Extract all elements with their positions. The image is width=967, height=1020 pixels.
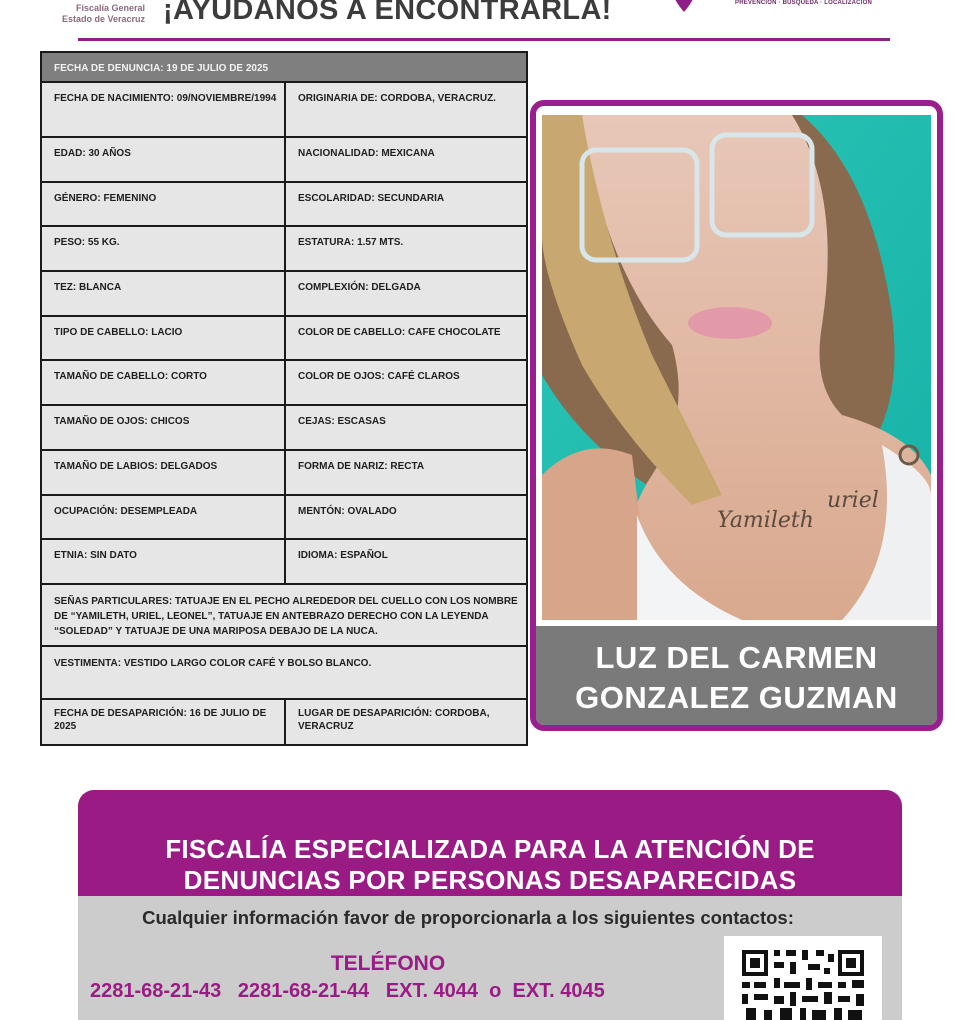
lip-size: TAMAÑO DE LABIOS: DELGADOS bbox=[54, 460, 218, 472]
ethnicity: ETNIA: SIN DATO bbox=[54, 550, 137, 562]
table-row bbox=[42, 451, 526, 496]
report-date: FECHA DE DENUNCIA: 19 DE JULIO DE 2025 bbox=[42, 53, 526, 83]
name-line-1: LUZ DEL CARMEN bbox=[595, 640, 878, 675]
logo-line-2: Estado de Veracruz bbox=[62, 14, 146, 24]
hair-color: COLOR DE CABELLO: CAFE CHOCOLATE bbox=[284, 317, 526, 360]
eye-color: COLOR DE OJOS: CAFÉ CLAROS bbox=[284, 361, 526, 404]
name-line-2: GONZALEZ GUZMAN bbox=[575, 680, 898, 715]
table-row bbox=[42, 700, 526, 744]
agency-logo bbox=[62, 3, 145, 25]
phone-label: TELÉFONO bbox=[330, 952, 446, 975]
disappearance-date: FECHA DE DESAPARICIÓN: 16 DE JULIO DE 2025 bbox=[54, 707, 267, 732]
occupation: OCUPACIÓN: DESEMPLEADA bbox=[54, 505, 198, 517]
description-table bbox=[40, 51, 528, 746]
table-row bbox=[42, 406, 526, 451]
build: COMPLEXIÓN: DELGADA bbox=[284, 272, 526, 315]
table-row bbox=[42, 317, 526, 362]
table-row bbox=[42, 540, 526, 585]
table-row bbox=[42, 585, 526, 647]
age: EDAD: 30 AÑOS bbox=[54, 148, 131, 159]
education: ESCOLARIDAD: SECUNDARIA bbox=[284, 183, 526, 226]
table-row bbox=[42, 227, 526, 272]
weight: PESO: 55 KG. bbox=[54, 237, 120, 249]
nationality: NACIONALIDAD: MEXICANA bbox=[284, 138, 526, 181]
phone-numbers[interactable]: 2281-68-21-43 2281-68-21-44 EXT. 4044 o EXT. 4045 bbox=[90, 980, 605, 1002]
table-row bbox=[42, 83, 526, 138]
chin: MENTÓN: OVALADO bbox=[284, 496, 526, 539]
eye-size: TAMAÑO DE OJOS: CHICOS bbox=[54, 416, 190, 428]
height: ESTATURA: 1.57 MTS. bbox=[284, 227, 526, 270]
table-row bbox=[42, 183, 526, 228]
headline: ¡AYUDANOS A ENCONTRARLA! bbox=[163, 0, 612, 26]
skin-tone: TEZ: BLANCA bbox=[54, 282, 122, 294]
table-row bbox=[42, 361, 526, 406]
agency-line-1: FISCALÍA ESPECIALIZADA PARA LA ATENCIÓN DE bbox=[165, 834, 815, 864]
hair-type: TIPO DE CABELLO: LACIO bbox=[54, 326, 183, 338]
clothing: VESTIMENTA: VESTIDO LARGO COLOR CAFÉ Y BOLSO BLANCO. bbox=[54, 657, 372, 669]
eyebrows: CEJAS: ESCASAS bbox=[284, 406, 526, 449]
language: IDIOMA: ESPAÑOL bbox=[284, 540, 526, 583]
person-name bbox=[536, 626, 937, 731]
nose-shape: FORMA DE NARIZ: RECTA bbox=[284, 451, 526, 494]
origin: ORIGINARIA DE: CORDOBA, VERACRUZ. bbox=[284, 83, 526, 136]
photo-card bbox=[530, 100, 943, 731]
hair-length: TAMAÑO DE CABELLO: CORTO bbox=[54, 371, 207, 383]
table-row bbox=[42, 496, 526, 541]
distinguishing-marks: SEÑAS PARTICULARES: TATUAJE EN EL PECHO ALREDEDOR DEL CUELLO CON LOS NOMBRE DE “YAMILETH, URIEL, LEONEL”, TATUAJE EN ANTEBRAZO DERECHO CON LA LEYENDA “SOLEDAD” Y TATUAJE DE UNA MARIPOSA DEBAJO DE LA NUCA. bbox=[54, 595, 518, 637]
birth-date: FECHA DE NACIMIENTO: 09/NOVIEMBRE/1994 bbox=[54, 93, 277, 104]
heart-icon bbox=[672, 0, 696, 12]
header-divider bbox=[78, 38, 890, 41]
disappearance-place: LUGAR DE DESAPARICIÓN: CORDOBA, VERACRUZ bbox=[284, 700, 526, 744]
table-row bbox=[42, 138, 526, 183]
svg-text:uriel: uriel bbox=[827, 488, 879, 513]
tagline: PREVENCIÓN · BÚSQUEDA · LOCALIZACIÓN bbox=[735, 0, 872, 6]
agency-title bbox=[78, 790, 902, 896]
table-row bbox=[42, 272, 526, 317]
agency-line-2: DENUNCIAS POR PERSONAS DESAPARECIDAS bbox=[183, 865, 797, 895]
logo-line-1: Fiscalía General bbox=[76, 3, 146, 13]
poster-header bbox=[0, 0, 967, 45]
gender: GÉNERO: FEMENINO bbox=[54, 192, 157, 204]
svg-text:Yamileth: Yamileth bbox=[717, 508, 814, 533]
table-row bbox=[42, 647, 526, 700]
contact-intro: Cualquier información favor de proporcionarla a los siguientes contactos: bbox=[142, 907, 794, 928]
qr-code-icon[interactable] bbox=[724, 936, 882, 1020]
missing-person-photo bbox=[542, 115, 931, 620]
